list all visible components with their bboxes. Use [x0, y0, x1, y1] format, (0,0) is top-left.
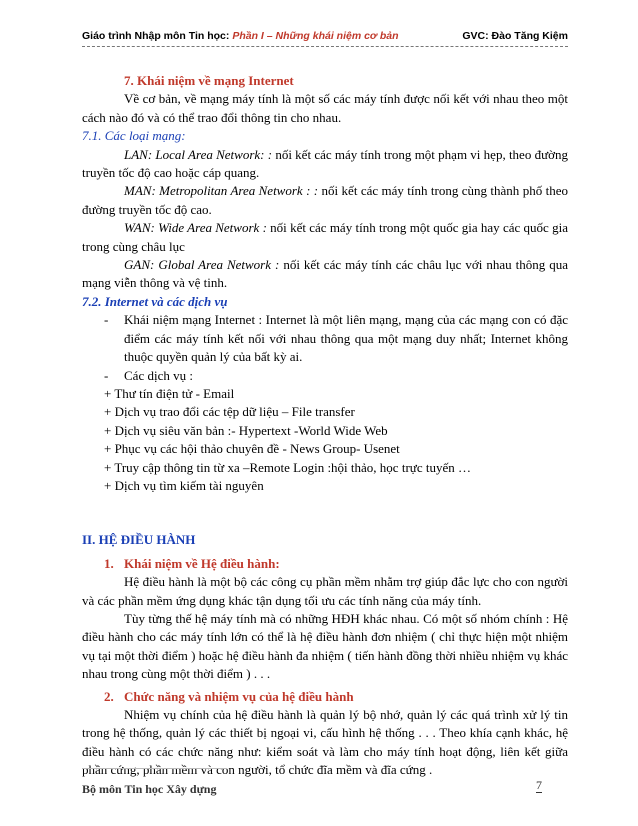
page-header: [82, 28, 568, 47]
wan-description: nối kết các máy tính trong một quốc gia hay các quốc gia trong cùng châu lục: [82, 220, 568, 254]
footer-department: Bộ môn Tin học Xây dựng: [82, 782, 217, 796]
item-1-number: 1.: [104, 555, 114, 571]
section-7-heading: 7. Khái niệm về mạng Internet: [124, 73, 294, 88]
item-1-heading: [82, 555, 568, 573]
spacer: [82, 513, 568, 531]
section-7-intro: Về cơ bản, về mạng máy tính là một số các máy tính được nối kết với nhau theo một cách nào đó và có thể trao đổi thông tin cho nhau.: [82, 91, 568, 125]
dash-bullet: -: [104, 312, 109, 328]
os-types-paragraph: Tùy từng thế hệ máy tính mà có những HĐH khác nhau. Có một số nhóm chính : Hệ điều hành cho các máy tính lớn có thể là hệ điều hành đơn nhiệm ( chỉ thực hiện một nhiệm vụ tại một thời điểm ) hoặc hệ điều hành đa nhiệm ( tiến hành đồng thời nhiều nhiệm vụ khác nhau trong cùng một thời điểm ) . . .: [82, 610, 568, 682]
lan-paragraph: [82, 146, 568, 183]
header-author: GVC: Đào Tăng Kiệm: [462, 30, 568, 42]
list-item: + Truy cập thông tin từ xa –Remote Login :hội thảo, học trực tuyến …: [104, 459, 471, 475]
gan-paragraph: [82, 256, 568, 293]
section-ii-heading: II. HỆ ĐIỀU HÀNH: [82, 532, 196, 548]
footer-divider: [82, 768, 227, 769]
subsection-7-1-heading: 7.1. Các loại mạng:: [82, 128, 186, 144]
services-label: Các dịch vụ :: [124, 367, 193, 383]
lan-description: nối kết các máy tính trong một phạm vi hẹp, theo đường truyền tốc độ cao hoặc cáp quang.: [82, 146, 568, 181]
gan-description: nối kết các máy tính các châu lục với nhau thông qua mạng viễn thông và vệ tinh.: [82, 257, 568, 291]
dash-bullet: -: [104, 367, 109, 383]
gan-term: GAN: Global Area Network :: [124, 257, 280, 273]
item-2-heading: [82, 688, 568, 706]
internet-definition: Khái niệm mạng Internet : Internet là một liên mạng, mạng của các mạng con có đặc điểm các máy tính kết nối với nhau thông qua một mạng duy nhất; Internet không thuộc quyền quản lý của bất kỳ ai.: [124, 312, 568, 365]
wan-term: WAN: Wide Area Network :: [124, 220, 267, 236]
list-item: + Dịch vụ trao đổi các tệp dữ liệu – File transfer: [104, 404, 355, 420]
wan-paragraph: [82, 219, 568, 256]
item-2-number: 2.: [104, 688, 114, 704]
list-item: [82, 367, 568, 385]
os-definition-paragraph: Hệ điều hành là một bộ các công cụ phần mềm nhằm trợ giúp đắc lực cho con người và các phần mềm ứng dụng khác tận dụng tối ưu các tính năng của máy tính.: [82, 574, 568, 608]
subsection-7-2-heading: 7.2. Internet và các dịch vụ: [82, 293, 228, 309]
list-item: + Dịch vụ siêu văn bản :- Hypertext -World Wide Web: [104, 422, 388, 438]
man-description: nối kết các máy tính trong cùng thành phố theo đường truyền tốc độ cao.: [82, 183, 568, 217]
list-item: + Dịch vụ tìm kiếm tài nguyên: [104, 477, 264, 493]
lan-term: LAN: Local Area Network: :: [124, 146, 273, 162]
page-number: 7: [536, 778, 542, 792]
header-course-title: [82, 30, 399, 42]
header-part-title: Phần I – Những khái niệm cơ bản: [232, 30, 399, 42]
list-item: + Thư tín điện tử - Email: [104, 385, 235, 401]
header-course-name: Giáo trình Nhập môn Tin học:: [82, 30, 233, 42]
man-paragraph: [82, 182, 568, 219]
os-functions-paragraph: Nhiệm vụ chính của hệ điều hành là quản lý bộ nhớ, quản lý các quá trình xử lý tin trong hệ thống, quản lý các thiết bị ngoại vi, cấu hình hệ thống . . . Theo khía cạnh khác, hệ điều hành có các chức năng như: kiểm soát và làm cho máy tính hoạt động, liên kết giữa phần cứng, phần mềm và con người, tổ chức đĩa mềm và đĩa cứng .: [82, 707, 568, 778]
list-item: + Phục vụ các hội thảo chuyên đề - News Group- Usenet: [104, 441, 400, 457]
man-term: MAN: Metropolitan Area Network : :: [124, 183, 319, 199]
list-item: [82, 311, 568, 366]
item-2-title: Chức năng và nhiệm vụ của hệ điều hành: [124, 688, 354, 704]
document-body: [82, 72, 568, 780]
item-1-title: Khái niệm về Hệ điều hành:: [124, 555, 280, 571]
spacer: [82, 495, 568, 513]
